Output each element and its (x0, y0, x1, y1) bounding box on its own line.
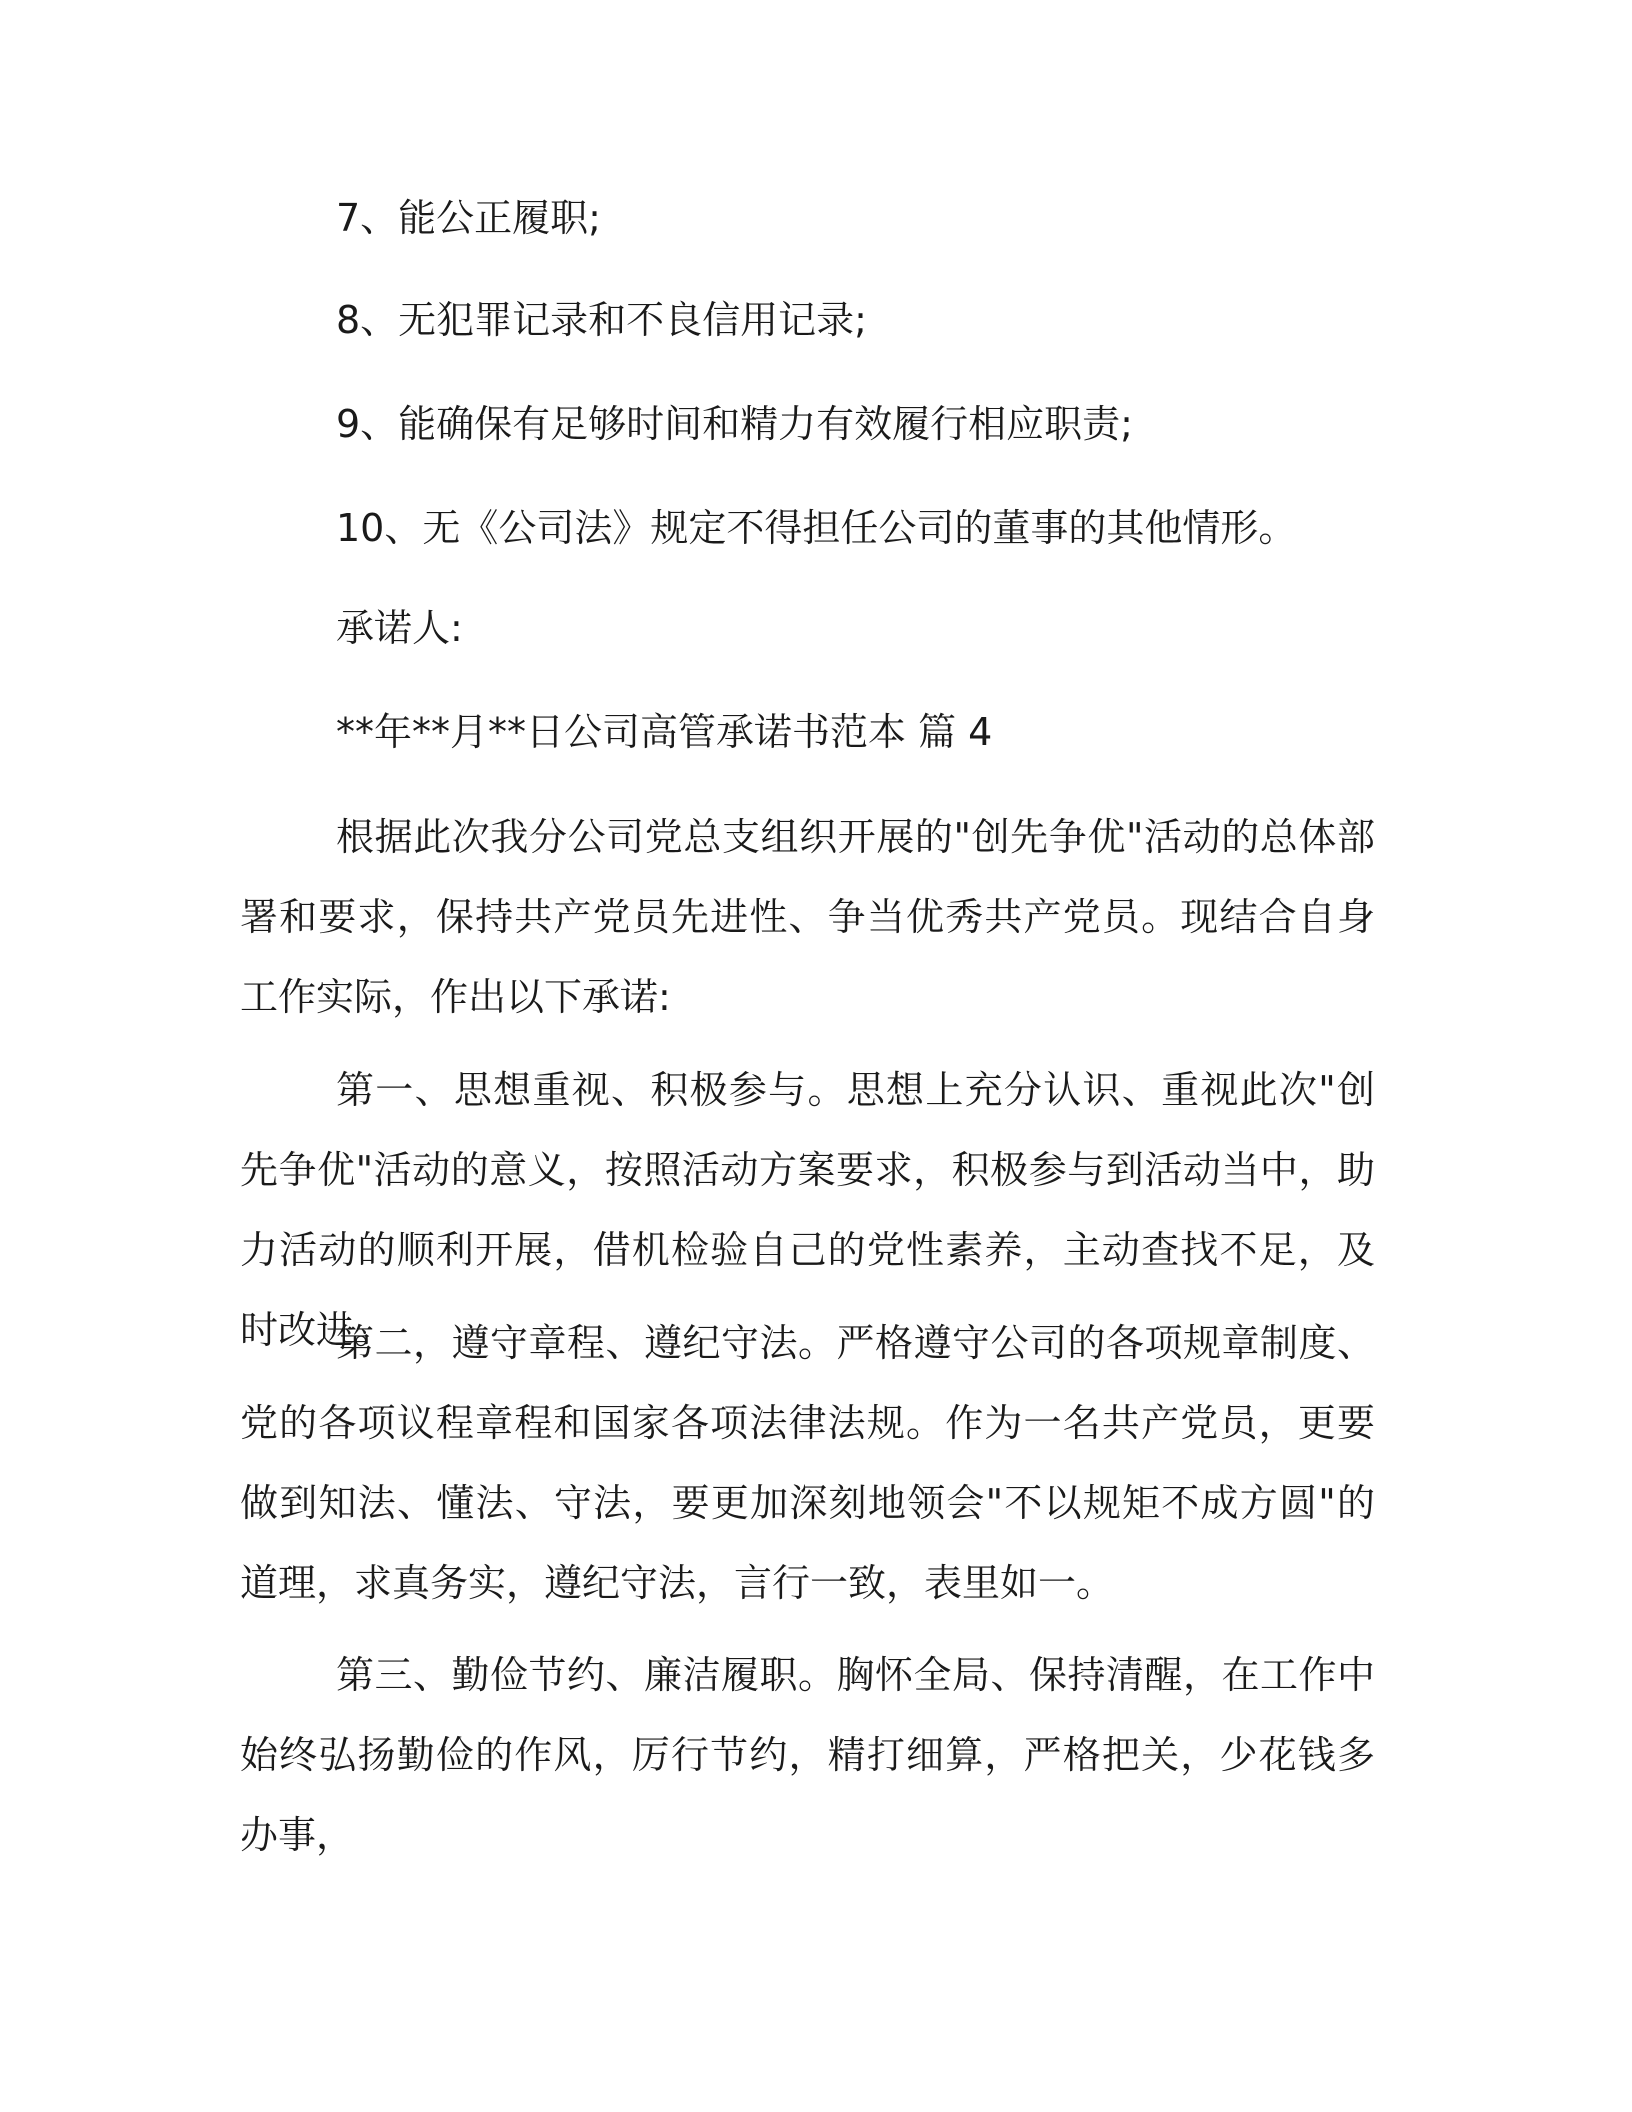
signatory-label: 承诺人: (336, 606, 463, 650)
paragraph-second: 第二，遵守章程、遵纪守法。严格遵守公司的各项规章制度、党的各项议程章程和国家各项法律法规。作为一名共产党员，更要做到知法、懂法、守法，要更加深刻地领会"不以规矩不成方圆"的道理，求真务实，遵纪守法，言行一致，表里如一。 (240, 1321, 1375, 1605)
paragraph-intro: 根据此次我分公司党总支组织开展的"创先争优"活动的总体部署和要求，保持共产党员先进性、争当优秀共产党员。现结合自身工作实际，作出以下承诺: (240, 815, 1375, 1019)
list-item: 7、能公正履职; (336, 196, 601, 240)
list-item: 8、无犯罪记录和不良信用记录; (336, 298, 867, 342)
list-item: 9、能确保有足够时间和精力有效履行相应职责; (336, 402, 1133, 446)
date-heading: **年**月**日公司高管承诺书范本 篇 4 (336, 710, 993, 754)
list-item: 10、无《公司法》规定不得担任公司的董事的其他情形。 (336, 506, 1297, 550)
paragraph-first: 第一、思想重视、积极参与。思想上充分认识、重视此次"创先争优"活动的意义，按照活动方案要求，积极参与到活动当中，助力活动的顺利开展，借机检验自己的党性素养，主动查找不足，及时改进。 (240, 1068, 1375, 1352)
paragraph-third: 第三、勤俭节约、廉洁履职。胸怀全局、保持清醒，在工作中始终弘扬勤俭的作风，厉行节约，精打细算，严格把关，少花钱多办事， (240, 1653, 1375, 1857)
